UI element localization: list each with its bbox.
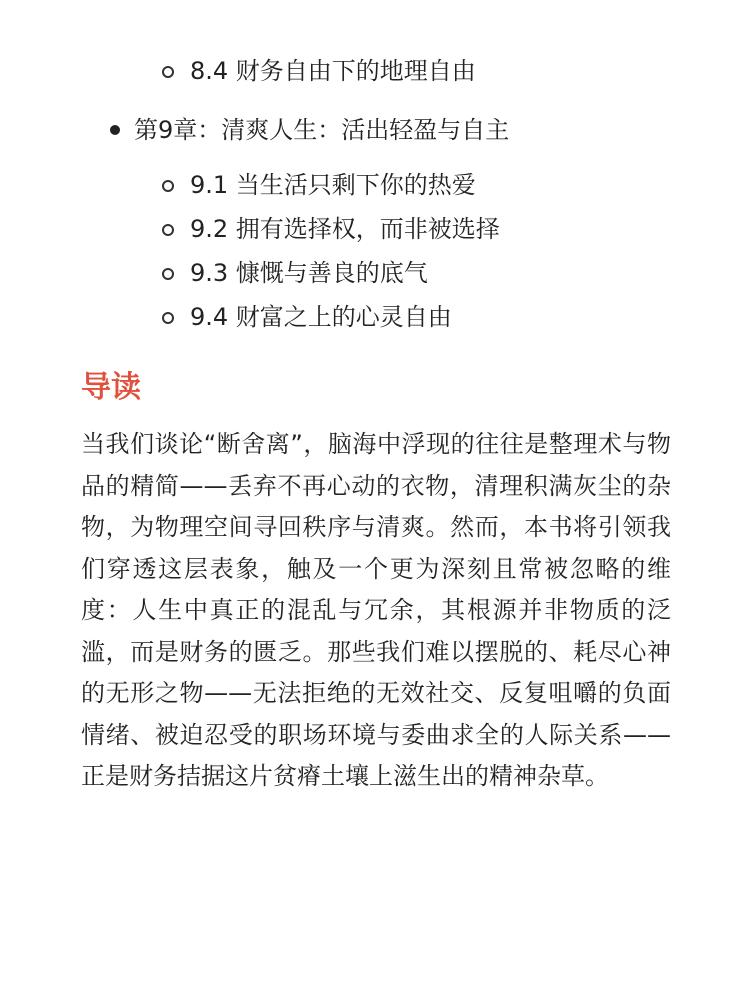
toc-subitem: 9.3 慷慨与善良的底气 (160, 251, 500, 295)
toc-subitem: 9.4 财富之上的心灵自由 (160, 295, 500, 339)
intro-heading: 导读 (81, 370, 141, 405)
toc-subitem: 9.1 当生活只剩下你的热爱 (160, 163, 500, 207)
toc-subitem: 8.4 财务自由下的地理自由 (160, 49, 476, 93)
toc-chapter-9-subitems (160, 163, 500, 339)
toc-subitem: 9.2 拥有选择权，而非被选择 (160, 207, 500, 251)
toc-chapter-8-subitems (160, 49, 476, 93)
toc-chapter-9: 第9章：清爽人生：活出轻盈与自主 (108, 108, 509, 152)
intro-paragraph: 当我们谈论“断舍离”，脑海中浮现的往往是整理术与物品的精简——丢弃不再心动的衣物，清理积满灰尘的杂物，为物理空间寻回秩序与清爽。然而，本书将引领我们穿透这层表象，触及一个更为深刻且常被忽略的维度：人生中真正的混乱与冗余，其根源并非物质的泛滥，而是财务的匮乏。那些我们难以摆脱的、耗尽心神的无形之物——无法拒绝的无效社交、反复咀嚼的负面情绪、被迫忍受的职场环境与委曲求全的人际关系——正是财务拮据这片贫瘠土壤上滋生出的精神杂草。 (81, 430, 671, 790)
